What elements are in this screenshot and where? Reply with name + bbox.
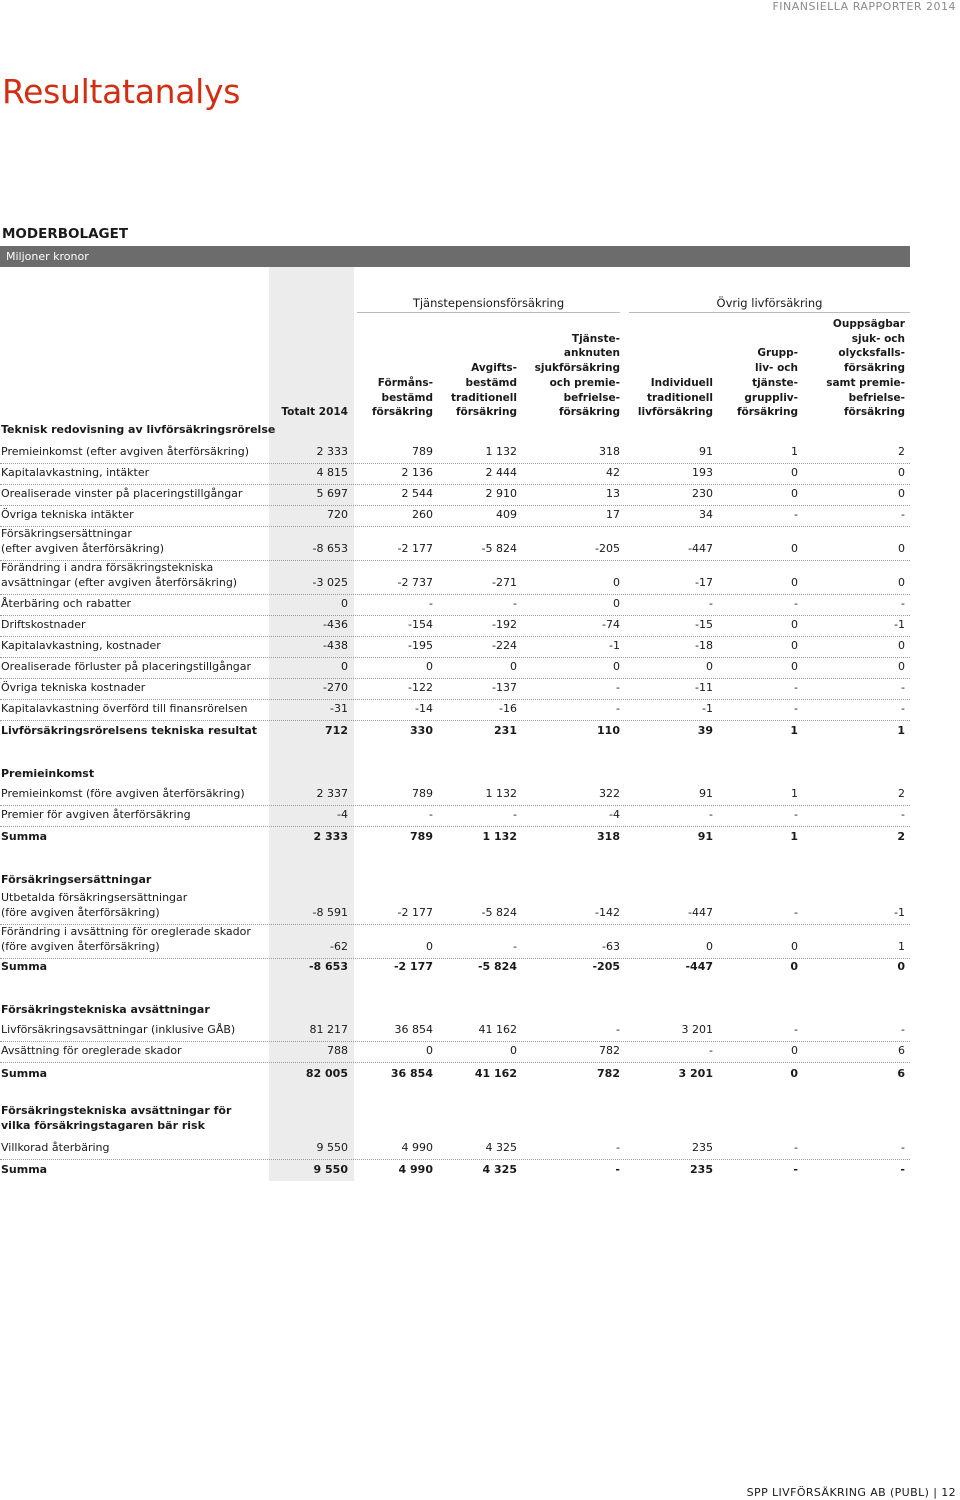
- table-cell: 409: [496, 508, 517, 521]
- unit-label: Miljoner kronor: [6, 250, 89, 263]
- table-cell: 0: [791, 1044, 798, 1057]
- table-cell: -5 824: [481, 542, 517, 555]
- table-cell: 789: [412, 787, 433, 800]
- table-cell: -438: [323, 639, 348, 652]
- table-cell: 193: [692, 466, 713, 479]
- column-header-label: Ouppsägbar sjuk- och olycksfalls- försäkring samt premie- befrielse- försäkring: [826, 318, 905, 419]
- table-cell: 91: [699, 787, 713, 800]
- table-cell: 1 132: [485, 445, 517, 458]
- table-cell: 789: [410, 830, 433, 843]
- table-cell: 91: [699, 445, 713, 458]
- table-cell: 110: [597, 724, 620, 737]
- row-label: Utbetalda försäkringsersättningar (före avgiven återförsäkring): [1, 891, 188, 919]
- table-cell: 4 325: [485, 1141, 517, 1154]
- table-cell: 0: [898, 576, 905, 589]
- page-title: Resultatanalys: [2, 72, 241, 111]
- row-label: Försäkringsersättningar: [1, 873, 152, 886]
- table-cell: -62: [330, 940, 348, 953]
- table-cell: 2: [898, 445, 905, 458]
- column-group-label: Tjänstepensionsförsäkring: [412, 296, 565, 310]
- table-cell: 1: [897, 724, 905, 737]
- row-label: Kapitalavkastning, intäkter: [1, 466, 150, 479]
- table-cell: -8 591: [312, 906, 348, 919]
- table-cell: -: [901, 597, 905, 610]
- row-label: Livförsäkringsavsättningar (inklusive GÅB): [1, 1023, 236, 1036]
- table-cell: -192: [492, 618, 517, 631]
- table-cell: -142: [595, 906, 620, 919]
- table-cell: 13: [606, 487, 620, 500]
- table-cell: -: [616, 1023, 620, 1036]
- table-cell: -5 824: [481, 906, 517, 919]
- table-cell: -15: [695, 618, 713, 631]
- table-cell: 82 005: [305, 1067, 348, 1080]
- row-label: Övriga tekniska kostnader: [1, 681, 146, 694]
- table-cell: -2 737: [397, 576, 433, 589]
- row-label: Summa: [1, 960, 48, 973]
- row-label: Förändring i avsättning för oreglerade skador (före avgiven återförsäkring): [1, 925, 251, 953]
- table-cell: 712: [325, 724, 348, 737]
- row-label: Försäkringstekniska avsättningar: [1, 1003, 210, 1016]
- table-cell: -74: [602, 618, 620, 631]
- table-cell: 0: [791, 940, 798, 953]
- table-cell: 318: [597, 830, 620, 843]
- table-cell: -: [901, 808, 905, 821]
- section-heading-row: [0, 1103, 910, 1137]
- column-header: [805, 318, 905, 420]
- row-label: Orealiserade vinster på placeringstillgångar: [1, 487, 243, 500]
- column-header-label: Individuell traditionell livförsäkring: [637, 376, 713, 419]
- table-cell: -31: [330, 702, 348, 715]
- row-label: Summa: [1, 830, 48, 843]
- table-cell: 782: [597, 1067, 620, 1080]
- total-row: [0, 827, 910, 848]
- table-cell: 1 132: [485, 787, 517, 800]
- table-cell: -447: [685, 960, 713, 973]
- table-cell: 6: [897, 1067, 905, 1080]
- table-cell: 0: [510, 660, 517, 673]
- table-row: [0, 925, 910, 959]
- table-cell: -137: [492, 681, 517, 694]
- table-row: [0, 506, 910, 527]
- column-header: [520, 318, 620, 420]
- table-cell: 2 910: [485, 487, 517, 500]
- table-cell: 0: [706, 660, 713, 673]
- row-label: Summa: [1, 1067, 48, 1080]
- table-cell: -: [794, 1141, 798, 1154]
- page-footer: SPP LIVFÖRSÄKRING AB (PUBL) | 12: [746, 1486, 956, 1499]
- table-cell: 0: [791, 639, 798, 652]
- table-cell: -: [429, 597, 433, 610]
- section-heading-row: [0, 764, 910, 785]
- row-label: Kapitalavkastning överförd till finansrörelsen: [1, 702, 248, 715]
- table-cell: -205: [592, 960, 620, 973]
- table-cell: -: [709, 1044, 713, 1057]
- table-cell: 230: [692, 487, 713, 500]
- table-row: [0, 616, 910, 637]
- table-cell: 235: [692, 1141, 713, 1154]
- table-cell: 0: [613, 660, 620, 673]
- table-cell: 2 333: [316, 445, 348, 458]
- table-cell: -1: [894, 618, 905, 631]
- table-cell: -: [794, 702, 798, 715]
- table-cell: -2 177: [393, 960, 433, 973]
- table-cell: -: [513, 808, 517, 821]
- table-cell: -8 653: [308, 960, 348, 973]
- table-cell: -447: [688, 906, 713, 919]
- table-cell: -: [709, 808, 713, 821]
- section-heading: MODERBOLAGET: [2, 226, 129, 242]
- table-cell: 4 815: [316, 466, 348, 479]
- table-cell: -4: [337, 808, 348, 821]
- table-cell: -1: [894, 906, 905, 919]
- table-cell: 81 217: [309, 1023, 348, 1036]
- column-header-label: Grupp- liv- och tjänste- gruppliv- försäkring: [736, 347, 798, 419]
- section-heading-row: [0, 870, 910, 891]
- table-cell: -11: [695, 681, 713, 694]
- table-cell: 0: [706, 940, 713, 953]
- row-label: Villkorad återbäring: [1, 1141, 110, 1154]
- table-cell: -2 177: [397, 542, 433, 555]
- table-cell: 1: [791, 787, 798, 800]
- table-row: [0, 658, 910, 679]
- column-header: [353, 318, 433, 420]
- table-cell: 0: [898, 660, 905, 673]
- table-cell: 41 162: [474, 1067, 517, 1080]
- table-cell: -: [429, 808, 433, 821]
- table-cell: 0: [791, 576, 798, 589]
- table-row: [0, 679, 910, 700]
- table-cell: -16: [499, 702, 517, 715]
- table-cell: 0: [898, 639, 905, 652]
- table-cell: -270: [323, 681, 348, 694]
- table-row: [0, 1021, 910, 1042]
- table-cell: 0: [898, 542, 905, 555]
- table-cell: -: [901, 1141, 905, 1154]
- table-cell: 1: [791, 445, 798, 458]
- table-row: [0, 527, 910, 561]
- table-cell: 231: [494, 724, 517, 737]
- table-cell: 789: [412, 445, 433, 458]
- table-cell: 0: [426, 940, 433, 953]
- table-row: [0, 1042, 910, 1063]
- unit-bar: [0, 246, 910, 267]
- table-cell: -: [900, 1163, 905, 1176]
- table-cell: -: [513, 940, 517, 953]
- table-cell: 2: [897, 830, 905, 843]
- table-row: [0, 806, 910, 827]
- total-row: [0, 721, 910, 742]
- table-cell: -: [901, 702, 905, 715]
- table-cell: 0: [898, 466, 905, 479]
- table-row: [0, 700, 910, 721]
- row-label: Livförsäkringsrörelsens tekniska resultat: [1, 724, 258, 737]
- table-cell: 260: [412, 508, 433, 521]
- row-label: Premieinkomst (före avgiven återförsäkring): [1, 787, 245, 800]
- table-cell: 720: [327, 508, 348, 521]
- table-cell: 0: [898, 487, 905, 500]
- column-header-label: Totalt 2014: [281, 406, 348, 419]
- table-cell: -: [616, 681, 620, 694]
- table-cell: 1 132: [482, 830, 517, 843]
- table-cell: -4: [609, 808, 620, 821]
- column-header-label: Avgifts- bestämd traditionell försäkring: [450, 362, 517, 419]
- column-group-rule: [357, 312, 620, 313]
- table-cell: 42: [606, 466, 620, 479]
- table-cell: -2 177: [397, 906, 433, 919]
- table-cell: -: [794, 681, 798, 694]
- column-header: [718, 318, 798, 420]
- table-cell: 9 550: [313, 1163, 348, 1176]
- table-cell: -1: [609, 639, 620, 652]
- table-cell: 1: [790, 724, 798, 737]
- table-cell: 2 136: [401, 466, 433, 479]
- table-cell: 0: [613, 597, 620, 610]
- row-label: Försäkringsersättningar (efter avgiven återförsäkring): [1, 527, 165, 555]
- table-cell: -: [616, 702, 620, 715]
- table-row: [0, 637, 910, 658]
- column-header-label: Tjänste- anknuten sjukförsäkring och premie- befrielse- försäkring: [534, 332, 620, 419]
- row-label: Avsättning för oreglerade skador: [1, 1044, 182, 1057]
- table-cell: 235: [690, 1163, 713, 1176]
- table-cell: 0: [791, 466, 798, 479]
- running-header: FINANSIELLA RAPPORTER 2014: [772, 0, 956, 13]
- table-cell: -271: [492, 576, 517, 589]
- table-cell: 36 854: [394, 1023, 433, 1036]
- table-cell: 2 337: [316, 787, 348, 800]
- table-row: [0, 464, 910, 485]
- table-cell: 0: [426, 660, 433, 673]
- row-label: Övriga tekniska intäkter: [1, 508, 134, 521]
- table-cell: -18: [695, 639, 713, 652]
- table-cell: -: [901, 681, 905, 694]
- table-cell: 0: [897, 960, 905, 973]
- table-cell: -: [794, 906, 798, 919]
- table-cell: -14: [415, 702, 433, 715]
- table-cell: 788: [327, 1044, 348, 1057]
- table-cell: 0: [791, 618, 798, 631]
- column-header: [623, 318, 713, 420]
- table-cell: -: [616, 1141, 620, 1154]
- table-cell: 0: [790, 1067, 798, 1080]
- table-cell: 36 854: [390, 1067, 433, 1080]
- table-cell: 0: [791, 542, 798, 555]
- column-group-rule: [629, 312, 910, 313]
- table-cell: -436: [323, 618, 348, 631]
- column-header: [437, 318, 517, 420]
- table-cell: 34: [699, 508, 713, 521]
- table-cell: -154: [408, 618, 433, 631]
- table-cell: -63: [602, 940, 620, 953]
- table-cell: 2 544: [401, 487, 433, 500]
- table-cell: 5 697: [316, 487, 348, 500]
- row-label: Förändring i andra försäkringstekniska avsättningar (efter avgiven återförsäkring): [1, 561, 238, 589]
- table-cell: -: [709, 597, 713, 610]
- table-cell: 4 990: [401, 1141, 433, 1154]
- section-heading-row: [0, 1000, 910, 1021]
- column-header: [268, 318, 348, 420]
- total-row: [0, 957, 910, 978]
- row-label: Premier för avgiven återförsäkring: [1, 808, 191, 821]
- table-cell: 1: [898, 940, 905, 953]
- row-label: Försäkringstekniska avsättningar för vilka försäkringstagaren bär risk: [1, 1104, 232, 1132]
- table-cell: -: [794, 508, 798, 521]
- total-row: [0, 1160, 910, 1181]
- row-label: Kapitalavkastning, kostnader: [1, 639, 161, 652]
- table-cell: -: [615, 1163, 620, 1176]
- table-cell: -: [794, 808, 798, 821]
- row-label: Återbäring och rabatter: [1, 597, 132, 610]
- table-cell: 0: [426, 1044, 433, 1057]
- table-row: [0, 485, 910, 506]
- table-cell: 330: [410, 724, 433, 737]
- table-row: [0, 891, 910, 925]
- column-header-label: Förmåns- bestämd försäkring: [371, 376, 433, 419]
- section-heading-row: [0, 420, 910, 441]
- table-cell: -195: [408, 639, 433, 652]
- table-cell: 91: [697, 830, 713, 843]
- table-cell: -: [513, 597, 517, 610]
- table-row: [0, 443, 910, 464]
- table-cell: 0: [510, 1044, 517, 1057]
- table-cell: 4 990: [398, 1163, 433, 1176]
- table-row: [0, 595, 910, 616]
- table-row: [0, 1139, 910, 1160]
- table-cell: -447: [688, 542, 713, 555]
- table-cell: 41 162: [478, 1023, 517, 1036]
- table-cell: 1: [790, 830, 798, 843]
- table-cell: 0: [791, 660, 798, 673]
- row-label: Teknisk redovisning av livförsäkringsrörelse: [1, 423, 276, 436]
- total-row: [0, 1064, 910, 1085]
- table-cell: -5 824: [477, 960, 517, 973]
- table-cell: -17: [695, 576, 713, 589]
- table-row: [0, 785, 910, 806]
- table-cell: 0: [341, 660, 348, 673]
- table-cell: -: [793, 1163, 798, 1176]
- row-label: Summa: [1, 1163, 48, 1176]
- table-cell: 0: [341, 597, 348, 610]
- table-cell: 2 444: [485, 466, 517, 479]
- row-label: Orealiserade förluster på placeringstillgångar: [1, 660, 252, 673]
- row-label: Premieinkomst: [1, 767, 95, 780]
- table-cell: 3 201: [678, 1067, 713, 1080]
- table-cell: 39: [697, 724, 713, 737]
- table-cell: 2: [898, 787, 905, 800]
- row-label: Driftskostnader: [1, 618, 86, 631]
- table-cell: -122: [408, 681, 433, 694]
- table-cell: -8 653: [312, 542, 348, 555]
- table-row: [0, 561, 910, 595]
- table-cell: -224: [492, 639, 517, 652]
- table-cell: -1: [702, 702, 713, 715]
- table-cell: -: [901, 1023, 905, 1036]
- column-group-label: Övrig livförsäkring: [716, 296, 823, 310]
- table-cell: 0: [790, 960, 798, 973]
- table-cell: -: [794, 597, 798, 610]
- table-cell: 0: [791, 487, 798, 500]
- table-cell: 2 333: [313, 830, 348, 843]
- table-cell: -205: [595, 542, 620, 555]
- table-cell: 0: [613, 576, 620, 589]
- table-cell: -: [901, 508, 905, 521]
- table-cell: 318: [599, 445, 620, 458]
- table-cell: 322: [599, 787, 620, 800]
- table-cell: 3 201: [681, 1023, 713, 1036]
- table-cell: -3 025: [312, 576, 348, 589]
- table-cell: 782: [599, 1044, 620, 1057]
- table-cell: 6: [898, 1044, 905, 1057]
- table-cell: 4 325: [482, 1163, 517, 1176]
- row-label: Premieinkomst (efter avgiven återförsäkring): [1, 445, 250, 458]
- table-cell: 9 550: [316, 1141, 348, 1154]
- table-cell: 17: [606, 508, 620, 521]
- table-cell: -: [794, 1023, 798, 1036]
